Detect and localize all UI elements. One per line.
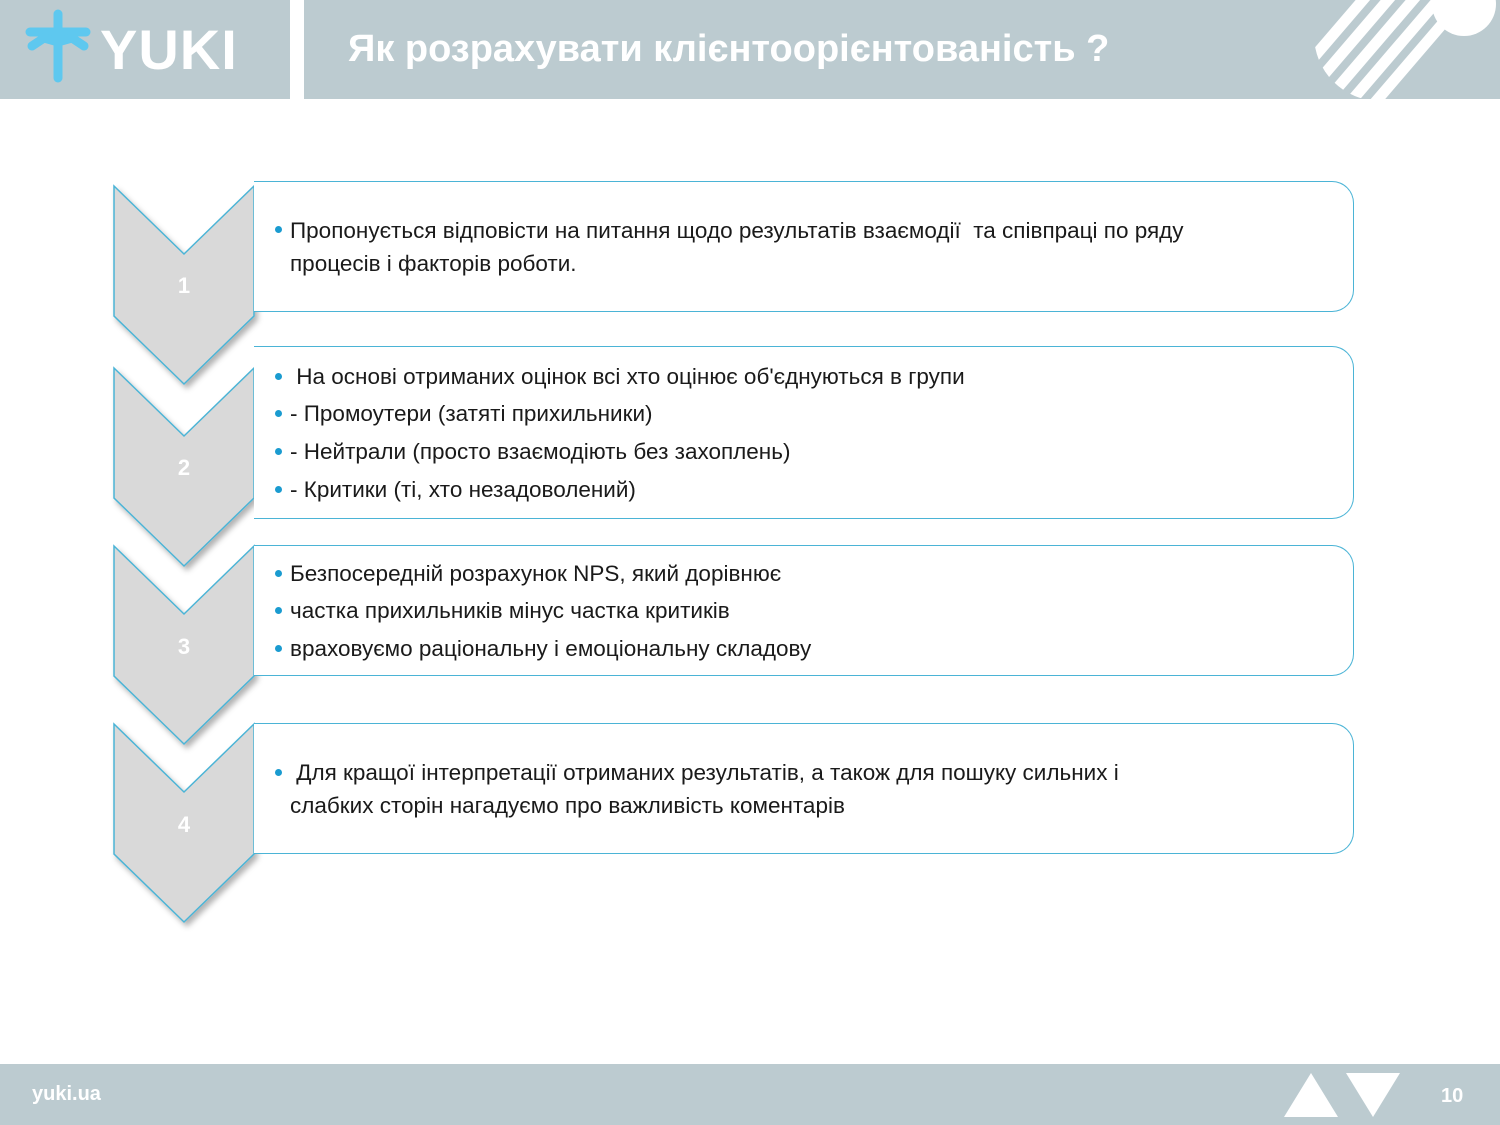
step-number-4: 4: [177, 812, 191, 837]
bullet-icon: [275, 226, 282, 233]
step-number-1: 1: [177, 273, 191, 298]
step-3-item-2: частка прихильників мінус частка критиків: [290, 598, 730, 623]
footer-bar: [0, 1064, 1500, 1125]
step-2-item-1: На основі отриманих оцінок всі хто оцінює об'єднуються в групи: [290, 364, 965, 389]
footer-url-link[interactable]: yuki.ua: [32, 1083, 101, 1105]
step-2-item-4: - Критики (ті, хто незадоволений): [290, 477, 636, 502]
bullet-icon: [275, 448, 282, 455]
step-3-item-3: враховуємо раціональну і емоціональну складову: [290, 636, 812, 661]
step-4-item-1: Для кращої інтерпретації отриманих результатів, а також для пошуку сильних і слабких сторін нагадуємо про важливість коментарів: [290, 760, 1119, 818]
bullet-icon: [275, 570, 282, 577]
step-3-item-1: Безпосередній розрахунок NPS, який дорівнює: [290, 561, 782, 586]
previous-slide-triangle-icon[interactable]: [1284, 1073, 1338, 1117]
page-title: Як розрахувати клієнтоорієнтованість ?: [348, 28, 1110, 70]
step-1-item-1: Пропонується відповісти на питання щодо результатів взаємодії та співпраці по ряду процесів і факторів роботи.: [290, 218, 1184, 276]
bullet-icon: [275, 645, 282, 652]
step-2-item-2: - Промоутери (затяті прихильники): [290, 401, 653, 426]
bullet-icon: [275, 769, 282, 776]
step-number-2: 2: [177, 455, 191, 480]
next-slide-triangle-icon[interactable]: [1346, 1073, 1400, 1117]
bullet-icon: [275, 607, 282, 614]
bullet-icon: [275, 373, 282, 380]
step-number-3: 3: [177, 634, 191, 659]
page-number: 10: [1441, 1085, 1464, 1107]
bullet-icon: [275, 486, 282, 493]
logo-text: YUKI: [100, 18, 238, 81]
step-2-item-3: - Нейтрали (просто взаємодіють без захоплень): [290, 439, 791, 464]
bullet-icon: [275, 410, 282, 417]
